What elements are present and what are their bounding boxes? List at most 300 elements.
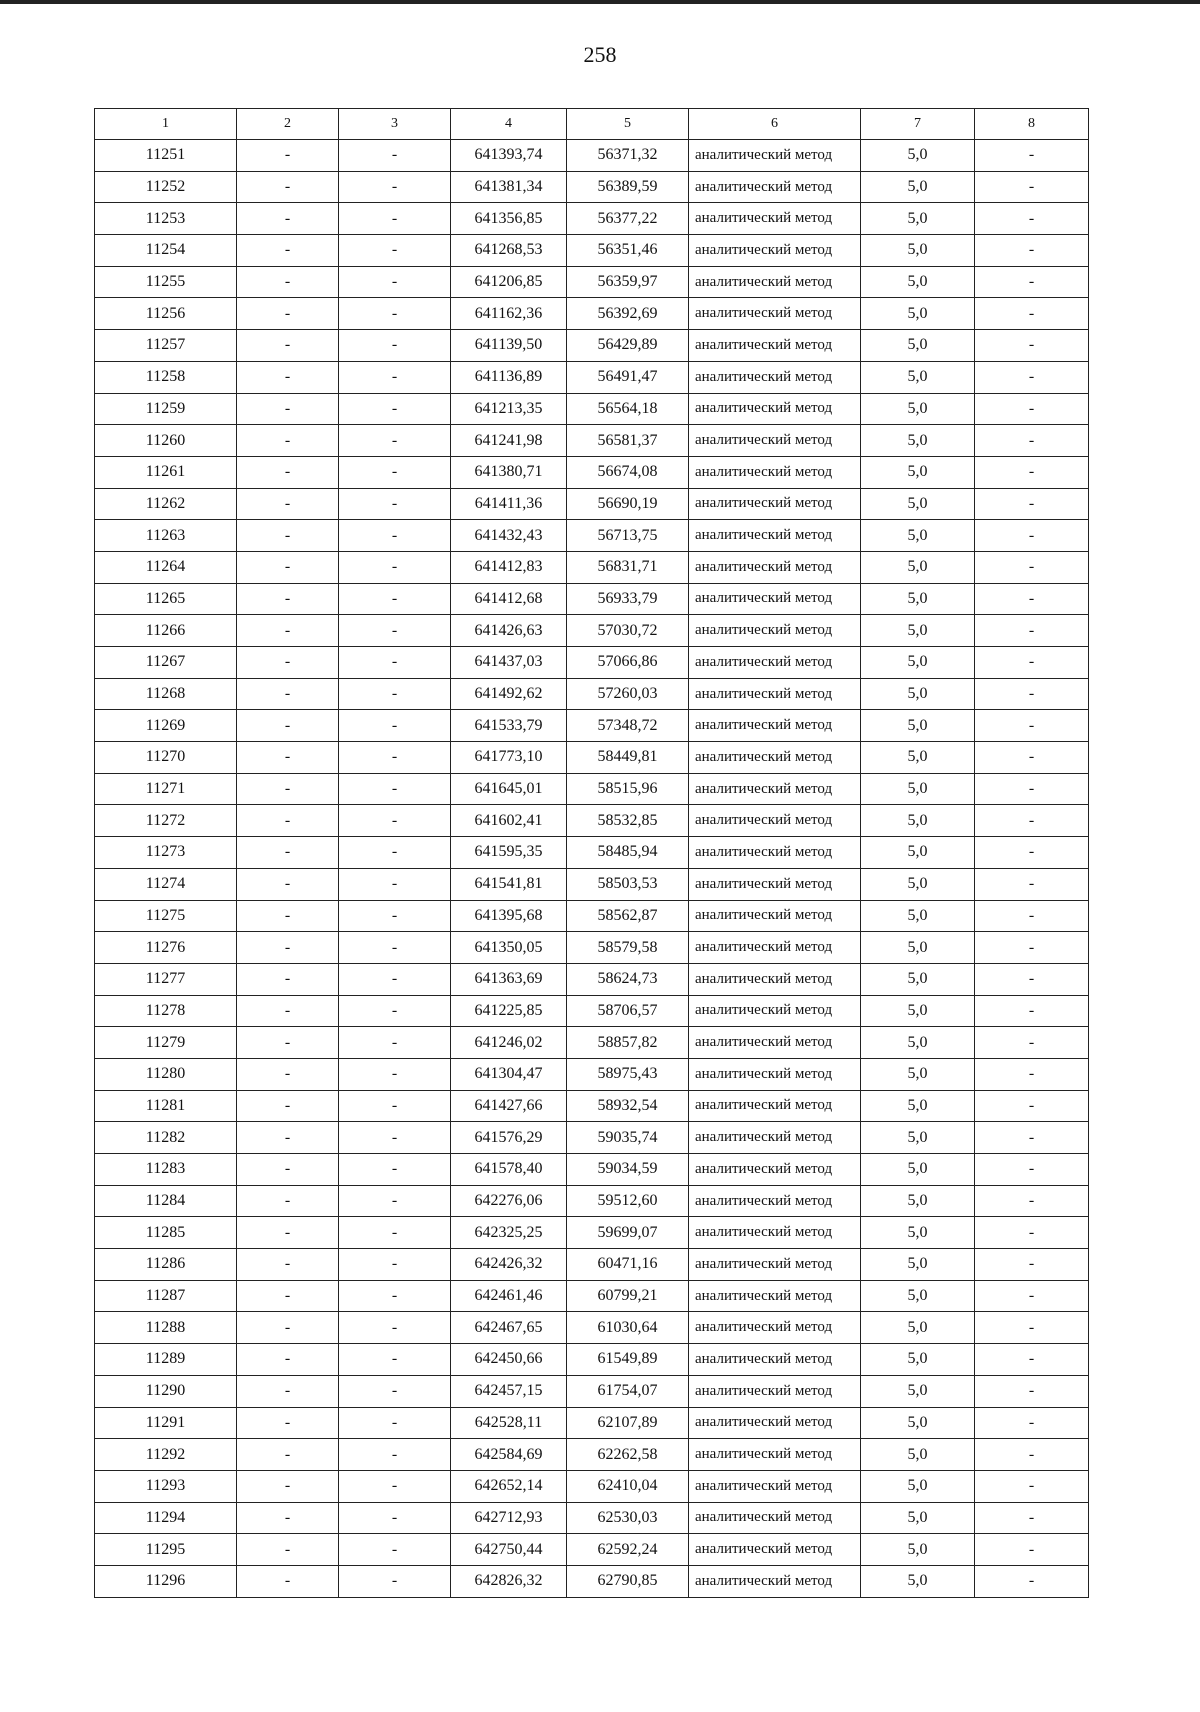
- table-row: [95, 488, 1089, 520]
- cell-col-2: -: [237, 1439, 339, 1471]
- cell-col-2: -: [237, 1154, 339, 1186]
- cell-col-8: -: [975, 456, 1089, 488]
- cell-col-8: -: [975, 330, 1089, 362]
- coord-x: 641393,74: [451, 140, 567, 172]
- method: аналитический метод: [689, 425, 861, 457]
- cell-col-2: -: [237, 361, 339, 393]
- page-top-edge: [0, 0, 1200, 4]
- table-row: [95, 298, 1089, 330]
- point-number: 11258: [95, 361, 237, 393]
- method: аналитический метод: [689, 1534, 861, 1566]
- cell-col-2: -: [237, 140, 339, 172]
- coord-x: 641432,43: [451, 520, 567, 552]
- point-number: 11293: [95, 1470, 237, 1502]
- accuracy: 5,0: [861, 1090, 975, 1122]
- method: аналитический метод: [689, 520, 861, 552]
- cell-col-3: -: [339, 361, 451, 393]
- coord-x: 641206,85: [451, 266, 567, 298]
- cell-col-2: -: [237, 932, 339, 964]
- column-header-4: 4: [451, 109, 567, 140]
- accuracy: 5,0: [861, 425, 975, 457]
- cell-col-2: -: [237, 963, 339, 995]
- accuracy: 5,0: [861, 520, 975, 552]
- cell-col-8: -: [975, 805, 1089, 837]
- cell-col-8: -: [975, 235, 1089, 267]
- accuracy: 5,0: [861, 1470, 975, 1502]
- cell-col-8: -: [975, 425, 1089, 457]
- coord-x: 641213,35: [451, 393, 567, 425]
- table-row: [95, 1185, 1089, 1217]
- accuracy: 5,0: [861, 1407, 975, 1439]
- accuracy: 5,0: [861, 1439, 975, 1471]
- cell-col-8: -: [975, 1027, 1089, 1059]
- point-number: 11277: [95, 963, 237, 995]
- accuracy: 5,0: [861, 837, 975, 869]
- point-number: 11252: [95, 171, 237, 203]
- point-number: 11280: [95, 1058, 237, 1090]
- method: аналитический метод: [689, 963, 861, 995]
- cell-col-8: -: [975, 678, 1089, 710]
- method: аналитический метод: [689, 1565, 861, 1597]
- column-header-5: 5: [567, 109, 689, 140]
- method: аналитический метод: [689, 615, 861, 647]
- method: аналитический метод: [689, 488, 861, 520]
- cell-col-8: -: [975, 900, 1089, 932]
- cell-col-3: -: [339, 837, 451, 869]
- point-number: 11275: [95, 900, 237, 932]
- method: аналитический метод: [689, 1312, 861, 1344]
- accuracy: 5,0: [861, 551, 975, 583]
- cell-col-3: -: [339, 1344, 451, 1376]
- cell-col-2: -: [237, 298, 339, 330]
- coord-y: 58485,94: [567, 837, 689, 869]
- coord-x: 641411,36: [451, 488, 567, 520]
- accuracy: 5,0: [861, 1249, 975, 1281]
- method: аналитический метод: [689, 678, 861, 710]
- coordinates-table: [94, 108, 1089, 1598]
- cell-col-8: -: [975, 520, 1089, 552]
- coord-x: 642325,25: [451, 1217, 567, 1249]
- coord-x: 641412,68: [451, 583, 567, 615]
- coord-y: 56831,71: [567, 551, 689, 583]
- point-number: 11264: [95, 551, 237, 583]
- point-number: 11262: [95, 488, 237, 520]
- coord-x: 642276,06: [451, 1185, 567, 1217]
- point-number: 11271: [95, 773, 237, 805]
- coord-y: 61549,89: [567, 1344, 689, 1376]
- method: аналитический метод: [689, 1027, 861, 1059]
- coord-y: 58857,82: [567, 1027, 689, 1059]
- point-number: 11273: [95, 837, 237, 869]
- coord-y: 62790,85: [567, 1565, 689, 1597]
- cell-col-8: -: [975, 615, 1089, 647]
- point-number: 11268: [95, 678, 237, 710]
- table-row: [95, 647, 1089, 679]
- method: аналитический метод: [689, 1280, 861, 1312]
- table-row: [95, 1312, 1089, 1344]
- coord-x: 641304,47: [451, 1058, 567, 1090]
- coord-x: 641412,83: [451, 551, 567, 583]
- table-row: [95, 615, 1089, 647]
- cell-col-8: -: [975, 1090, 1089, 1122]
- cell-col-2: -: [237, 235, 339, 267]
- cell-col-2: -: [237, 393, 339, 425]
- cell-col-8: -: [975, 647, 1089, 679]
- method: аналитический метод: [689, 710, 861, 742]
- cell-col-3: -: [339, 235, 451, 267]
- coord-y: 56377,22: [567, 203, 689, 235]
- point-number: 11259: [95, 393, 237, 425]
- table-row: [95, 1280, 1089, 1312]
- coord-x: 641380,71: [451, 456, 567, 488]
- coord-x: 641246,02: [451, 1027, 567, 1059]
- cell-col-2: -: [237, 900, 339, 932]
- accuracy: 5,0: [861, 1185, 975, 1217]
- table-row: [95, 520, 1089, 552]
- table-body: [95, 140, 1089, 1598]
- method: аналитический метод: [689, 805, 861, 837]
- coord-x: 642528,11: [451, 1407, 567, 1439]
- coord-x: 642652,14: [451, 1470, 567, 1502]
- method: аналитический метод: [689, 1122, 861, 1154]
- cell-col-2: -: [237, 583, 339, 615]
- coord-x: 641773,10: [451, 742, 567, 774]
- cell-col-3: -: [339, 1407, 451, 1439]
- coord-x: 642426,32: [451, 1249, 567, 1281]
- table-row: [95, 266, 1089, 298]
- cell-col-3: -: [339, 868, 451, 900]
- coord-x: 641595,35: [451, 837, 567, 869]
- method: аналитический метод: [689, 266, 861, 298]
- cell-col-2: -: [237, 1122, 339, 1154]
- table-row: [95, 995, 1089, 1027]
- cell-col-8: -: [975, 932, 1089, 964]
- cell-col-3: -: [339, 1249, 451, 1281]
- cell-col-3: -: [339, 678, 451, 710]
- coord-x: 641225,85: [451, 995, 567, 1027]
- point-number: 11288: [95, 1312, 237, 1344]
- coord-y: 58624,73: [567, 963, 689, 995]
- method: аналитический метод: [689, 361, 861, 393]
- cell-col-8: -: [975, 361, 1089, 393]
- coord-x: 641533,79: [451, 710, 567, 742]
- table-row: [95, 805, 1089, 837]
- cell-col-8: -: [975, 773, 1089, 805]
- table-row: [95, 1154, 1089, 1186]
- cell-col-2: -: [237, 1375, 339, 1407]
- point-number: 11279: [95, 1027, 237, 1059]
- coord-y: 56713,75: [567, 520, 689, 552]
- point-number: 11290: [95, 1375, 237, 1407]
- cell-col-8: -: [975, 868, 1089, 900]
- coord-x: 641356,85: [451, 203, 567, 235]
- coord-y: 57030,72: [567, 615, 689, 647]
- cell-col-2: -: [237, 1185, 339, 1217]
- point-number: 11291: [95, 1407, 237, 1439]
- cell-col-2: -: [237, 647, 339, 679]
- cell-col-3: -: [339, 393, 451, 425]
- accuracy: 5,0: [861, 932, 975, 964]
- method: аналитический метод: [689, 1154, 861, 1186]
- method: аналитический метод: [689, 1439, 861, 1471]
- coord-x: 641426,63: [451, 615, 567, 647]
- method: аналитический метод: [689, 995, 861, 1027]
- cell-col-8: -: [975, 1312, 1089, 1344]
- cell-col-8: -: [975, 393, 1089, 425]
- coord-x: 641578,40: [451, 1154, 567, 1186]
- method: аналитический метод: [689, 647, 861, 679]
- cell-col-8: -: [975, 1217, 1089, 1249]
- coord-y: 62592,24: [567, 1534, 689, 1566]
- cell-col-8: -: [975, 995, 1089, 1027]
- cell-col-3: -: [339, 647, 451, 679]
- cell-col-2: -: [237, 551, 339, 583]
- point-number: 11254: [95, 235, 237, 267]
- method: аналитический метод: [689, 1407, 861, 1439]
- coord-x: 641541,81: [451, 868, 567, 900]
- coord-x: 641395,68: [451, 900, 567, 932]
- cell-col-8: -: [975, 266, 1089, 298]
- method: аналитический метод: [689, 171, 861, 203]
- coord-y: 62262,58: [567, 1439, 689, 1471]
- cell-col-3: -: [339, 1280, 451, 1312]
- cell-col-2: -: [237, 1280, 339, 1312]
- coord-x: 641492,62: [451, 678, 567, 710]
- table-row: [95, 1534, 1089, 1566]
- point-number: 11284: [95, 1185, 237, 1217]
- cell-col-3: -: [339, 742, 451, 774]
- coord-x: 641162,36: [451, 298, 567, 330]
- coord-x: 641136,89: [451, 361, 567, 393]
- method: аналитический метод: [689, 1090, 861, 1122]
- table-row: [95, 773, 1089, 805]
- accuracy: 5,0: [861, 140, 975, 172]
- point-number: 11285: [95, 1217, 237, 1249]
- coord-y: 56429,89: [567, 330, 689, 362]
- cell-col-3: -: [339, 298, 451, 330]
- cell-col-8: -: [975, 551, 1089, 583]
- cell-col-2: -: [237, 203, 339, 235]
- cell-col-3: -: [339, 140, 451, 172]
- cell-col-8: -: [975, 488, 1089, 520]
- coord-y: 59035,74: [567, 1122, 689, 1154]
- point-number: 11257: [95, 330, 237, 362]
- cell-col-2: -: [237, 805, 339, 837]
- coord-y: 56351,46: [567, 235, 689, 267]
- table-row: [95, 710, 1089, 742]
- cell-col-2: -: [237, 1027, 339, 1059]
- table-row: [95, 1344, 1089, 1376]
- header-row: [95, 109, 1089, 140]
- cell-col-3: -: [339, 1312, 451, 1344]
- point-number: 11272: [95, 805, 237, 837]
- cell-col-3: -: [339, 330, 451, 362]
- cell-col-8: -: [975, 963, 1089, 995]
- accuracy: 5,0: [861, 1217, 975, 1249]
- accuracy: 5,0: [861, 1344, 975, 1376]
- coord-y: 57348,72: [567, 710, 689, 742]
- coord-y: 56564,18: [567, 393, 689, 425]
- coord-x: 641363,69: [451, 963, 567, 995]
- cell-col-2: -: [237, 742, 339, 774]
- point-number: 11286: [95, 1249, 237, 1281]
- table-row: [95, 1565, 1089, 1597]
- coord-x: 641268,53: [451, 235, 567, 267]
- coord-y: 57066,86: [567, 647, 689, 679]
- accuracy: 5,0: [861, 900, 975, 932]
- cell-col-8: -: [975, 1154, 1089, 1186]
- coord-y: 56690,19: [567, 488, 689, 520]
- column-header-8: 8: [975, 109, 1089, 140]
- cell-col-3: -: [339, 932, 451, 964]
- coord-y: 56933,79: [567, 583, 689, 615]
- method: аналитический метод: [689, 235, 861, 267]
- accuracy: 5,0: [861, 868, 975, 900]
- method: аналитический метод: [689, 1058, 861, 1090]
- cell-col-3: -: [339, 171, 451, 203]
- point-number: 11269: [95, 710, 237, 742]
- coord-y: 58515,96: [567, 773, 689, 805]
- table-row: [95, 203, 1089, 235]
- table-row: [95, 1122, 1089, 1154]
- point-number: 11289: [95, 1344, 237, 1376]
- cell-col-3: -: [339, 425, 451, 457]
- cell-col-8: -: [975, 203, 1089, 235]
- coord-y: 62107,89: [567, 1407, 689, 1439]
- method: аналитический метод: [689, 900, 861, 932]
- method: аналитический метод: [689, 1470, 861, 1502]
- point-number: 11296: [95, 1565, 237, 1597]
- cell-col-8: -: [975, 1502, 1089, 1534]
- cell-col-8: -: [975, 1534, 1089, 1566]
- accuracy: 5,0: [861, 266, 975, 298]
- cell-col-2: -: [237, 837, 339, 869]
- cell-col-2: -: [237, 615, 339, 647]
- accuracy: 5,0: [861, 805, 975, 837]
- coord-x: 642467,65: [451, 1312, 567, 1344]
- cell-col-8: -: [975, 140, 1089, 172]
- accuracy: 5,0: [861, 1312, 975, 1344]
- coord-x: 641381,34: [451, 171, 567, 203]
- method: аналитический метод: [689, 773, 861, 805]
- cell-col-8: -: [975, 742, 1089, 774]
- point-number: 11283: [95, 1154, 237, 1186]
- accuracy: 5,0: [861, 710, 975, 742]
- cell-col-2: -: [237, 868, 339, 900]
- coord-y: 58706,57: [567, 995, 689, 1027]
- table-row: [95, 1217, 1089, 1249]
- cell-col-3: -: [339, 1058, 451, 1090]
- coord-y: 58975,43: [567, 1058, 689, 1090]
- coord-y: 56389,59: [567, 171, 689, 203]
- accuracy: 5,0: [861, 488, 975, 520]
- point-number: 11281: [95, 1090, 237, 1122]
- coord-y: 59034,59: [567, 1154, 689, 1186]
- method: аналитический метод: [689, 1375, 861, 1407]
- coord-x: 641437,03: [451, 647, 567, 679]
- coord-x: 642712,93: [451, 1502, 567, 1534]
- table-row: [95, 330, 1089, 362]
- cell-col-3: -: [339, 773, 451, 805]
- cell-col-8: -: [975, 1375, 1089, 1407]
- cell-col-8: -: [975, 1470, 1089, 1502]
- coord-x: 641427,66: [451, 1090, 567, 1122]
- point-number: 11265: [95, 583, 237, 615]
- accuracy: 5,0: [861, 1280, 975, 1312]
- accuracy: 5,0: [861, 1058, 975, 1090]
- coord-x: 642750,44: [451, 1534, 567, 1566]
- method: аналитический метод: [689, 1185, 861, 1217]
- point-number: 11260: [95, 425, 237, 457]
- cell-col-8: -: [975, 171, 1089, 203]
- cell-col-2: -: [237, 456, 339, 488]
- accuracy: 5,0: [861, 456, 975, 488]
- cell-col-3: -: [339, 1375, 451, 1407]
- method: аналитический метод: [689, 393, 861, 425]
- cell-col-2: -: [237, 425, 339, 457]
- cell-col-3: -: [339, 1154, 451, 1186]
- point-number: 11256: [95, 298, 237, 330]
- point-number: 11292: [95, 1439, 237, 1471]
- point-number: 11263: [95, 520, 237, 552]
- cell-col-8: -: [975, 1439, 1089, 1471]
- point-number: 11267: [95, 647, 237, 679]
- cell-col-2: -: [237, 171, 339, 203]
- cell-col-2: -: [237, 1470, 339, 1502]
- accuracy: 5,0: [861, 615, 975, 647]
- cell-col-8: -: [975, 1280, 1089, 1312]
- table-row: [95, 1027, 1089, 1059]
- table-row: [95, 900, 1089, 932]
- accuracy: 5,0: [861, 1122, 975, 1154]
- cell-col-8: -: [975, 1058, 1089, 1090]
- accuracy: 5,0: [861, 583, 975, 615]
- column-header-3: 3: [339, 109, 451, 140]
- column-header-2: 2: [237, 109, 339, 140]
- point-number: 11294: [95, 1502, 237, 1534]
- accuracy: 5,0: [861, 678, 975, 710]
- accuracy: 5,0: [861, 361, 975, 393]
- accuracy: 5,0: [861, 393, 975, 425]
- accuracy: 5,0: [861, 1565, 975, 1597]
- accuracy: 5,0: [861, 330, 975, 362]
- table-row: [95, 1058, 1089, 1090]
- cell-col-3: -: [339, 615, 451, 647]
- accuracy: 5,0: [861, 963, 975, 995]
- cell-col-2: -: [237, 1249, 339, 1281]
- method: аналитический метод: [689, 330, 861, 362]
- accuracy: 5,0: [861, 203, 975, 235]
- table-row: [95, 425, 1089, 457]
- cell-col-2: -: [237, 1407, 339, 1439]
- table-row: [95, 837, 1089, 869]
- method: аналитический метод: [689, 1344, 861, 1376]
- cell-col-3: -: [339, 710, 451, 742]
- column-header-6: 6: [689, 109, 861, 140]
- cell-col-3: -: [339, 266, 451, 298]
- cell-col-3: -: [339, 963, 451, 995]
- cell-col-3: -: [339, 805, 451, 837]
- cell-col-8: -: [975, 1407, 1089, 1439]
- method: аналитический метод: [689, 456, 861, 488]
- coord-y: 60471,16: [567, 1249, 689, 1281]
- coord-x: 641350,05: [451, 932, 567, 964]
- table-row: [95, 1407, 1089, 1439]
- cell-col-8: -: [975, 1344, 1089, 1376]
- coord-x: 642584,69: [451, 1439, 567, 1471]
- coord-y: 56674,08: [567, 456, 689, 488]
- table-row: [95, 1249, 1089, 1281]
